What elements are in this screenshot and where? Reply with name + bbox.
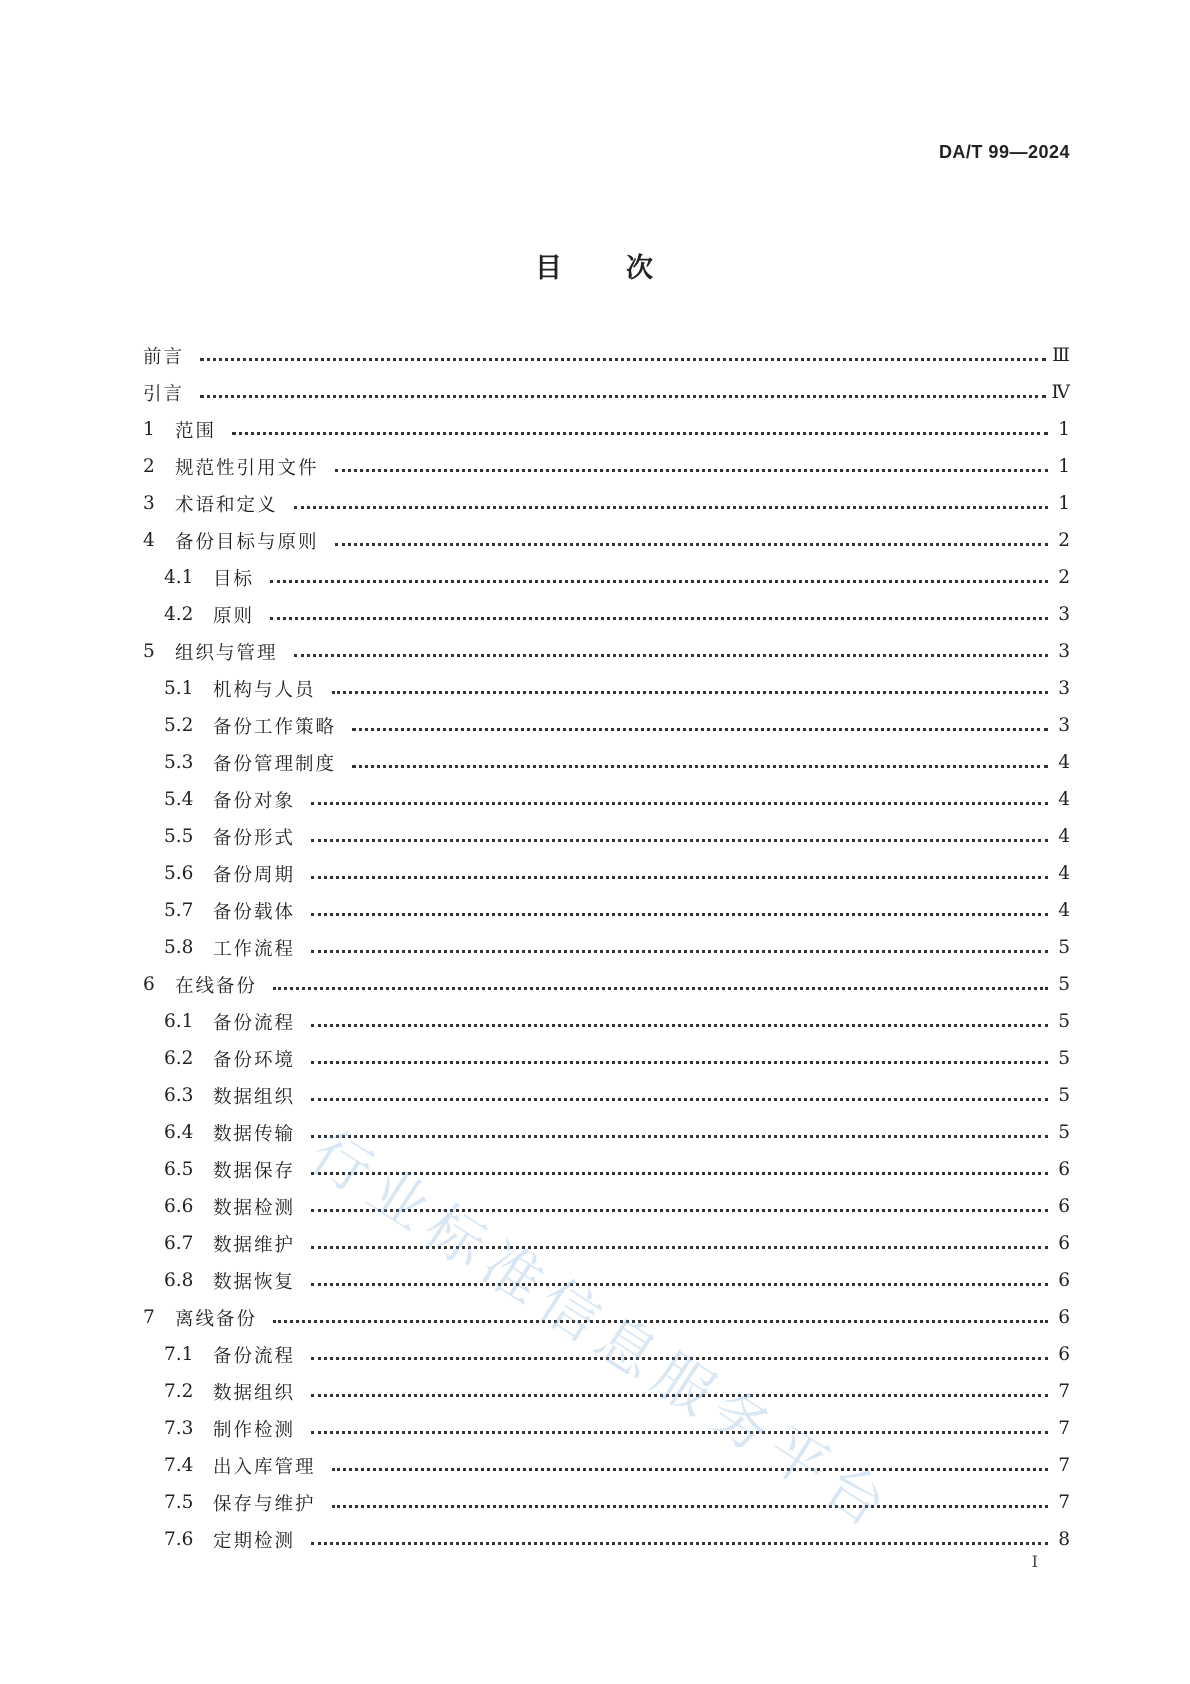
toc-entry-number: 1 xyxy=(143,419,155,440)
toc-entry[interactable] xyxy=(143,1077,1070,1114)
dot-leader xyxy=(311,839,1048,842)
toc-entry-label: 前言 xyxy=(143,346,185,368)
toc-entry-page: 5 xyxy=(1058,1085,1070,1106)
toc-entry-page: 6 xyxy=(1058,1344,1070,1365)
dot-leader xyxy=(332,1468,1048,1471)
toc-entry[interactable] xyxy=(143,559,1070,596)
toc-entry[interactable] xyxy=(143,448,1070,485)
toc-entry-page: 2 xyxy=(1058,567,1070,588)
toc-entry-number: 6.7 xyxy=(164,1233,194,1254)
toc-entry-page: 1 xyxy=(1058,493,1070,514)
toc-entry[interactable] xyxy=(143,1521,1070,1558)
toc-entry-label: 出入库管理 xyxy=(213,1456,316,1478)
toc-entry-page: 1 xyxy=(1058,456,1070,477)
toc-entry[interactable] xyxy=(143,855,1070,892)
toc-entry-number: 6.6 xyxy=(164,1196,194,1217)
toc-entry-number: 6.2 xyxy=(164,1048,194,1069)
toc-entry-page: 3 xyxy=(1058,604,1070,625)
dot-leader xyxy=(273,1320,1048,1323)
toc-entry-number: 7.1 xyxy=(164,1344,194,1365)
toc-entry-page: 5 xyxy=(1058,1122,1070,1143)
toc-entry[interactable] xyxy=(143,1373,1070,1410)
toc-entry[interactable] xyxy=(143,892,1070,929)
toc-entry-page: 3 xyxy=(1058,678,1070,699)
toc-entry-page: Ⅲ xyxy=(1052,345,1070,366)
title-part-1: 目 xyxy=(535,253,564,284)
toc-entry-number: 5.5 xyxy=(164,826,194,847)
toc-entry-label: 备份目标与原则 xyxy=(175,531,319,553)
dot-leader xyxy=(352,728,1048,731)
toc-entry-number: 6.8 xyxy=(164,1270,194,1291)
dot-leader xyxy=(200,358,1046,361)
toc-entry[interactable] xyxy=(143,670,1070,707)
toc-entry-label: 离线备份 xyxy=(175,1308,258,1330)
toc-entry-label: 备份流程 xyxy=(213,1012,296,1034)
toc-entry-page: 5 xyxy=(1058,1011,1070,1032)
toc-entry[interactable] xyxy=(143,1114,1070,1151)
dot-leader xyxy=(311,1283,1048,1286)
dot-leader xyxy=(311,1246,1048,1249)
toc-entry-label: 备份载体 xyxy=(213,901,296,923)
toc-entry-page: 3 xyxy=(1058,715,1070,736)
dot-leader xyxy=(335,469,1048,472)
toc-entry-page: 4 xyxy=(1058,826,1070,847)
toc-entry[interactable] xyxy=(143,596,1070,633)
toc-entry-label: 备份对象 xyxy=(213,790,296,812)
dot-leader xyxy=(311,1135,1048,1138)
toc-entry-number: 6 xyxy=(143,974,155,995)
toc-entry-label: 备份周期 xyxy=(213,864,296,886)
toc-entry-page: 5 xyxy=(1058,937,1070,958)
dot-leader xyxy=(311,802,1048,805)
toc-entry[interactable] xyxy=(143,1188,1070,1225)
toc-entry-label: 数据恢复 xyxy=(213,1271,296,1293)
dot-leader xyxy=(311,1172,1048,1175)
dot-leader xyxy=(311,1431,1048,1434)
toc-entry-label: 在线备份 xyxy=(175,975,258,997)
dot-leader xyxy=(311,1542,1048,1545)
toc-entry-label: 原则 xyxy=(213,605,255,627)
toc-entry-label: 备份管理制度 xyxy=(213,753,337,775)
dot-leader xyxy=(311,1061,1048,1064)
toc-entry[interactable] xyxy=(143,1410,1070,1447)
toc-entry-label: 数据保存 xyxy=(213,1160,296,1182)
toc-entry-number: 4 xyxy=(143,530,155,551)
toc-entry-number: 7 xyxy=(143,1307,155,1328)
toc-entry-number: 6.5 xyxy=(164,1159,194,1180)
toc-entry[interactable] xyxy=(143,1262,1070,1299)
toc-entry-label: 机构与人员 xyxy=(213,679,316,701)
toc-entry[interactable] xyxy=(143,1003,1070,1040)
toc-entry-page: 3 xyxy=(1058,641,1070,662)
toc-entry-page: 1 xyxy=(1058,419,1070,440)
toc-entry-label: 备份环境 xyxy=(213,1049,296,1071)
toc-entry-page: 7 xyxy=(1058,1381,1070,1402)
toc-entry[interactable] xyxy=(143,1336,1070,1373)
watermark: 行业标准信息服务平台 xyxy=(298,1117,907,1546)
toc-entry-label: 目标 xyxy=(213,568,255,590)
dot-leader xyxy=(311,913,1048,916)
footer-page-number: I xyxy=(1031,1552,1038,1571)
toc-entry-page: Ⅳ xyxy=(1051,382,1070,403)
toc-entry-label: 规范性引用文件 xyxy=(175,457,319,479)
toc-entry-label: 备份形式 xyxy=(213,827,296,849)
toc-entry-number: 4.1 xyxy=(164,567,194,588)
toc-entry[interactable] xyxy=(143,1040,1070,1077)
page-title xyxy=(0,246,1190,285)
toc-entry-number: 5.2 xyxy=(164,715,194,736)
dot-leader xyxy=(311,1394,1048,1397)
toc-entry[interactable] xyxy=(143,966,1070,1003)
toc-entry-number: 7.5 xyxy=(164,1492,194,1513)
toc-entry-number: 4.2 xyxy=(164,604,194,625)
toc-entry-page: 2 xyxy=(1058,530,1070,551)
toc-entry-number: 3 xyxy=(143,493,155,514)
dot-leader xyxy=(232,432,1048,435)
toc-entry-number: 7.3 xyxy=(164,1418,194,1439)
toc-entry-page: 6 xyxy=(1058,1196,1070,1217)
dot-leader xyxy=(311,876,1048,879)
toc-entry-number: 6.1 xyxy=(164,1011,194,1032)
toc-entry[interactable] xyxy=(143,1447,1070,1484)
toc-entry-label: 工作流程 xyxy=(213,938,296,960)
dot-leader xyxy=(294,506,1048,509)
dot-leader xyxy=(270,617,1048,620)
toc-entry[interactable] xyxy=(143,633,1070,670)
toc-entry-label: 制作检测 xyxy=(213,1419,296,1441)
toc-entry-page: 5 xyxy=(1058,974,1070,995)
dot-leader xyxy=(311,1098,1048,1101)
toc-entry-label: 数据组织 xyxy=(213,1086,296,1108)
dot-leader xyxy=(294,654,1048,657)
dot-leader xyxy=(311,1357,1048,1360)
toc-entry-page: 6 xyxy=(1058,1159,1070,1180)
dot-leader xyxy=(352,765,1048,768)
toc-entry-page: 4 xyxy=(1058,789,1070,810)
toc-entry-page: 7 xyxy=(1058,1418,1070,1439)
toc-entry-page: 4 xyxy=(1058,863,1070,884)
toc-entry-page: 6 xyxy=(1058,1270,1070,1291)
toc-entry-label: 备份工作策略 xyxy=(213,716,337,738)
toc-entry-number: 5.1 xyxy=(164,678,194,699)
toc-entry[interactable] xyxy=(143,1151,1070,1188)
toc-entry-label: 保存与维护 xyxy=(213,1493,316,1515)
toc-entry[interactable] xyxy=(143,374,1070,411)
toc-entry[interactable] xyxy=(143,1484,1070,1521)
toc-entry[interactable] xyxy=(143,707,1070,744)
toc-entry[interactable] xyxy=(143,522,1070,559)
toc-entry-label: 定期检测 xyxy=(213,1530,296,1552)
toc-entry-number: 6.3 xyxy=(164,1085,194,1106)
standard-code: DA/T 99—2024 xyxy=(938,142,1070,162)
toc-entry-page: 4 xyxy=(1058,900,1070,921)
toc-entry-number: 2 xyxy=(143,456,155,477)
toc-entry-label: 引言 xyxy=(143,383,185,405)
toc-entry-number: 5.3 xyxy=(164,752,194,773)
toc-entry-label: 范围 xyxy=(175,420,217,442)
table-of-contents xyxy=(143,337,1070,1558)
toc-entry-number: 5.7 xyxy=(164,900,194,921)
toc-entry-page: 7 xyxy=(1058,1455,1070,1476)
toc-entry-number: 5 xyxy=(143,641,155,662)
dot-leader xyxy=(200,395,1046,398)
title-part-2: 次 xyxy=(626,253,655,284)
toc-entry-label: 数据维护 xyxy=(213,1234,296,1256)
dot-leader xyxy=(311,1024,1048,1027)
dot-leader xyxy=(311,1209,1048,1212)
dot-leader xyxy=(332,691,1048,694)
toc-entry-page: 4 xyxy=(1058,752,1070,773)
toc-entry[interactable] xyxy=(143,411,1070,448)
toc-entry[interactable] xyxy=(143,337,1070,374)
toc-entry[interactable] xyxy=(143,781,1070,818)
toc-entry-label: 组织与管理 xyxy=(175,642,278,664)
dot-leader xyxy=(332,1505,1048,1508)
toc-entry-number: 5.6 xyxy=(164,863,194,884)
toc-entry[interactable] xyxy=(143,1299,1070,1336)
toc-entry-page: 8 xyxy=(1058,1529,1070,1550)
toc-entry-label: 数据组织 xyxy=(213,1382,296,1404)
toc-entry-page: 5 xyxy=(1058,1048,1070,1069)
toc-entry-page: 6 xyxy=(1058,1307,1070,1328)
toc-entry-label: 术语和定义 xyxy=(175,494,278,516)
toc-entry-number: 6.4 xyxy=(164,1122,194,1143)
dot-leader xyxy=(270,580,1048,583)
toc-entry[interactable] xyxy=(143,485,1070,522)
toc-entry[interactable] xyxy=(143,929,1070,966)
toc-entry-number: 7.6 xyxy=(164,1529,194,1550)
toc-entry-page: 6 xyxy=(1058,1233,1070,1254)
toc-entry-number: 7.2 xyxy=(164,1381,194,1402)
toc-entry-number: 7.4 xyxy=(164,1455,194,1476)
toc-entry-label: 备份流程 xyxy=(213,1345,296,1367)
toc-entry[interactable] xyxy=(143,1225,1070,1262)
toc-entry-label: 数据传输 xyxy=(213,1123,296,1145)
dot-leader xyxy=(335,543,1048,546)
toc-entry[interactable] xyxy=(143,818,1070,855)
dot-leader xyxy=(311,950,1048,953)
dot-leader xyxy=(273,987,1048,990)
toc-entry-label: 数据检测 xyxy=(213,1197,296,1219)
toc-entry[interactable] xyxy=(143,744,1070,781)
toc-entry-number: 5.4 xyxy=(164,789,194,810)
toc-entry-number: 5.8 xyxy=(164,937,194,958)
toc-entry-page: 7 xyxy=(1058,1492,1070,1513)
